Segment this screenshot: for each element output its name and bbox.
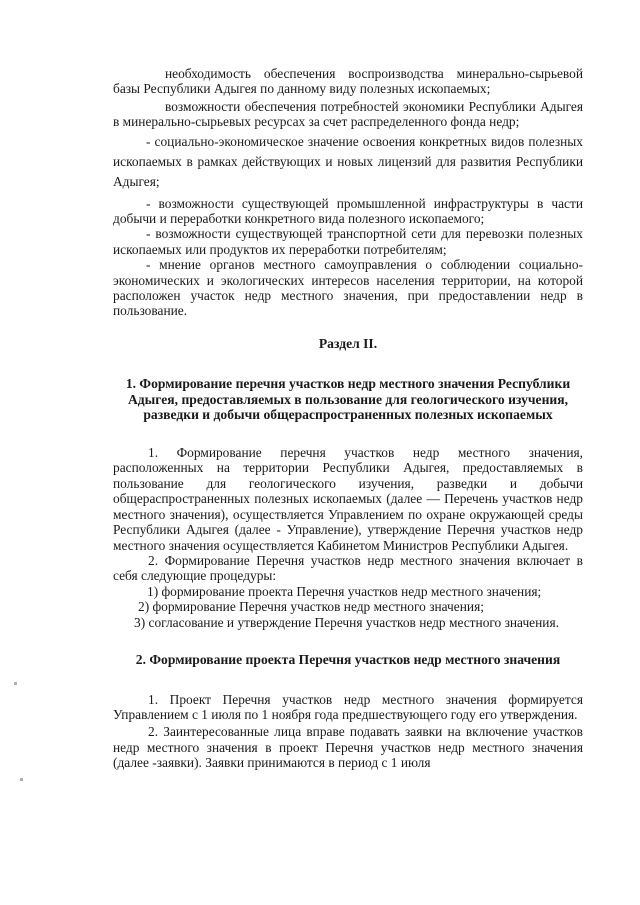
list-item: - социально-экономическое значение освоения конкретных видов полезных ископаемых в рамках действующих и новых лицензий для развития Республики Адыгея; [113,133,583,189]
section-heading: 1. Формирование перечня участков недр местного значения Республики Адыгея, предоставляемых в пользование для геологического изучения, разведки и добычи общераспространенных полезных ископаемых [125,376,571,423]
section-heading: 2. Формирование проекта Перечня участков недр местного значения [135,651,561,667]
paragraph: 2. Заинтересованные лица вправе подавать заявки на включение участков недр местного значения в проект Перечня участков недр местного значения (далее -заявки). Заявки принимаются в период с 1 июля [113,724,583,771]
paragraph: 2. Формирование Перечня участков недр местного значения включает в себя следующие процедуры: [113,552,583,584]
section-title: Раздел II. [318,335,378,351]
paragraph: 1. Проект Перечня участков недр местного значения формируется Управлением с 1 июля по 1 ноября года предшествующего году его утверждения. [113,691,583,722]
margin-scan-mark [14,682,17,685]
list-item: - возможности существующей промышленной инфраструктуры в части добычи и переработки конкретного вида полезного ископаемого; [113,195,583,227]
list-item: - мнение органов местного самоуправления о соблюдении социально-экономических и экологических интересов населения территории, на которой расположен участок недр местного значения, при предоставлении недр в пользование. [113,257,583,319]
document-page [113,66,583,771]
paragraph: 1. Формирование перечня участков недр местного значения, расположенных на территории Республики Адыгея, предоставляемых в пользование для геологического изучения, разведки и добычи общераспространенных полезных ископаемых (далее — Перечень участков недр местного значения), осуществляется Управлением по охране окружающей среды Республики Адыгея (далее - Управление), утверждение Перечня участков недр местного значения осуществляется Кабинетом Министров Республики Адыгея. [113,445,583,553]
margin-scan-mark [20,778,23,781]
list-item: - возможности существующей транспортной сети для перевозки полезных ископаемых или продуктов их переработки потребителям; [113,226,583,257]
list-item: 2) формирование Перечня участков недр местного значения; [138,599,484,615]
paragraph: необходимость обеспечения воспроизводства минерально-сырьевой базы Республики Адыгея по данному виду полезных ископаемых; [113,66,583,97]
list-item: 1) формирование проекта Перечня участков недр местного значения; [147,583,542,599]
paragraph: возможности обеспечения потребностей экономики Республики Адыгея в минерально-сырьевых ресурсах за счет распределенного фонда недр; [113,98,583,130]
list-item: 3) согласование и утверждение Перечня участков недр местного значения. [134,614,559,630]
